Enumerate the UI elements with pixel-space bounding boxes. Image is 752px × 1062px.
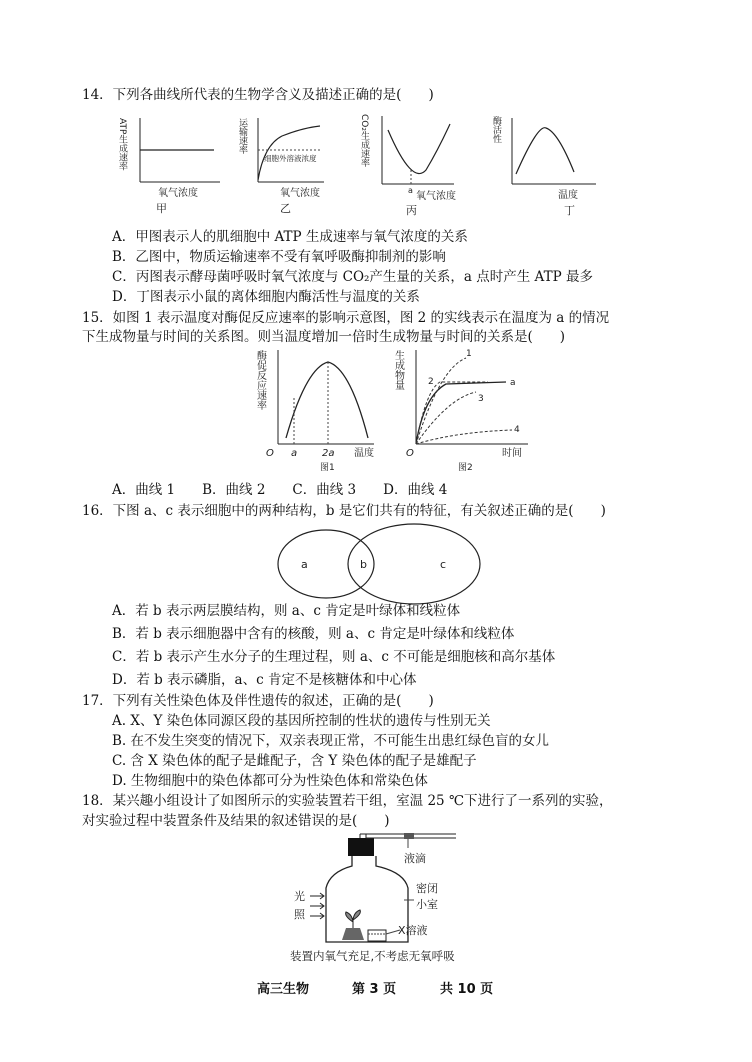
stopper: [348, 838, 374, 856]
q17-option-d: D. 生物细胞中的染色体都可分为性染色体和常染色体: [112, 773, 428, 789]
q16-venn: [276, 522, 482, 606]
q17-option-a: A. X、Y 染色体同源区段的基因所控制的性状的遗传与性别无关: [112, 713, 491, 729]
q15-options: A．曲线 1 B．曲线 2 C．曲线 3 D．曲线 4: [112, 482, 448, 498]
yi-xlabel: 氧气浓度: [280, 188, 320, 199]
footer-total: 共 10 页: [440, 982, 494, 997]
figure-bing: [359, 114, 456, 217]
yi-ylabel: 运输速率: [237, 118, 247, 154]
bing-name: 丙: [406, 204, 417, 217]
jia-ylabel: ATP生成速率: [117, 118, 127, 171]
room-label-1: 密闭: [416, 882, 438, 895]
ding-ylabel: 酶活性: [491, 116, 501, 143]
light-label-2: 照: [294, 908, 305, 921]
bing-point: a: [408, 186, 413, 195]
ding-name: 丁: [564, 204, 575, 217]
room-label-2: 小室: [416, 898, 438, 911]
fig2-ylabel: 生成物量: [392, 350, 404, 390]
footer-subject: 高三生物: [257, 982, 310, 997]
venn-b: b: [360, 558, 367, 571]
figure-ding: [491, 115, 596, 217]
fig1-tick-a: a: [291, 448, 298, 459]
fig1-tick-2a: 2a: [322, 448, 335, 459]
venn-a: a: [301, 558, 308, 571]
q16-option-c: C．若 b 表示产生水分子的生理过程，则 a、c 不可能是细胞核和高尔基体: [112, 649, 556, 665]
jia-name: 甲: [156, 202, 167, 215]
q17-stem: 17．下列有关性染色体及伴性遗传的叙述，正确的是( ): [82, 693, 434, 709]
ding-xlabel: 温度: [558, 190, 578, 201]
q14-option-c: C．丙图表示酵母菌呼吸时氧气浓度与 CO₂产生量的关系，a 点时产生 ATP 最多: [112, 269, 593, 285]
bing-xlabel: 氧气浓度: [416, 191, 456, 202]
q18-apparatus: [280, 830, 520, 964]
curve-1-label: 1: [466, 349, 472, 359]
q16-option-d: D．若 b 表示磷脂，a、c 肯定不是核糖体和中心体: [112, 672, 417, 688]
fig2-xlabel: 时间: [502, 448, 522, 459]
q16-stem: 16．下图 a、c 表示细胞中的两种结构，b 是它们共有的特征，有关叙述正确的是( ): [82, 503, 606, 519]
fig1-caption: 图1: [320, 463, 335, 473]
curve-2-label: 2: [428, 377, 434, 387]
q14-stem: 14．下列各曲线所代表的生物学含义及描述正确的是( ): [82, 87, 434, 103]
droplet: [404, 833, 414, 839]
fig1-xlabel: 温度: [354, 448, 374, 459]
fig1-ylabel: 酶促反应速率: [254, 350, 266, 410]
figure-jia: [117, 118, 220, 215]
q14-figures: [112, 110, 602, 225]
footer-page: 第 3 页: [352, 982, 397, 997]
figure-2: [393, 349, 529, 473]
curve-3-label: 3: [478, 394, 484, 404]
drop-label: 液滴: [404, 852, 426, 865]
yi-note: 细胞外溶液浓度: [264, 154, 317, 163]
figure-yi: [237, 118, 324, 215]
plant-pot: [342, 928, 364, 940]
q14-option-d: D．丁图表示小鼠的离体细胞内酶活性与温度的关系: [112, 289, 420, 305]
q15-stem-1: 15．如图 1 表示温度对酶促反应速率的影响示意图，图 2 的实线表示在温度为 a 的情况: [82, 310, 610, 326]
q17-option-c: C. 含 X 染色体的配子是雌配子，含 Y 染色体的配子是雄配子: [112, 753, 477, 769]
light-label-1: 光: [294, 890, 305, 903]
plant-icon: [346, 910, 361, 928]
fig2-caption: 图2: [458, 463, 473, 473]
fig1-origin: O: [266, 448, 274, 459]
q14-option-b: B．乙图中，物质运输速率不受有氧呼吸酶抑制剂的影响: [112, 249, 446, 265]
bing-ylabel: CO₂生成速率: [359, 114, 369, 167]
q18-caption: 装置内氧气充足,不考虑无氧呼吸: [290, 949, 455, 963]
figure-1: [255, 349, 375, 473]
curve-4-label: 4: [514, 425, 520, 435]
beaker: [368, 930, 386, 941]
q17-option-b: B. 在不发生突变的情况下，双亲表现正常，不可能生出患红绿色盲的女儿: [112, 733, 550, 749]
q14-option-a: A．甲图表示人的肌细胞中 ATP 生成速率与氧气浓度的关系: [112, 229, 468, 245]
solution-label: X溶液: [398, 924, 428, 937]
venn-c: c: [440, 558, 447, 571]
q18-stem-2: 对实验过程中装置条件及结果的叙述错误的是( ): [82, 813, 390, 829]
q16-option-a: A．若 b 表示两层膜结构，则 a、c 肯定是叶绿体和线粒体: [112, 603, 461, 619]
yi-name: 乙: [280, 202, 291, 215]
q16-option-b: B．若 b 表示细胞器中含有的核酸，则 a、c 肯定是叶绿体和线粒体: [112, 626, 515, 642]
fig2-origin: O: [406, 448, 414, 459]
q15-figures: [256, 346, 536, 476]
jia-xlabel: 氧气浓度: [158, 188, 198, 199]
q18-stem-1: 18．某兴趣小组设计了如图所示的实验装置若干组，室温 25 ℃下进行了一系列的实验，: [82, 793, 613, 809]
curve-a-label: a: [510, 378, 516, 388]
q15-stem-2: 下生成物量与时间的关系图。则当温度增加一倍时生成物量与时间的关系是( ): [82, 329, 566, 345]
